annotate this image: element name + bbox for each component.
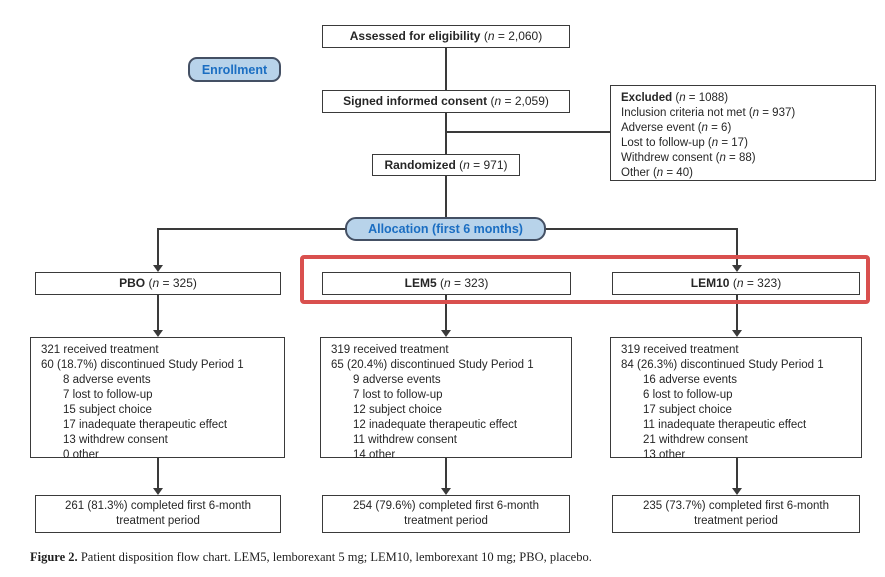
reason-line: 15 subject choice bbox=[63, 404, 152, 416]
arm-name: PBO bbox=[119, 276, 146, 290]
connector-consent-randomized bbox=[445, 113, 447, 154]
connector-allocation-left bbox=[157, 228, 345, 230]
completed-text: 261 (81.3%) completed first 6-month treatment period bbox=[64, 500, 251, 527]
arm-n: (n = 323) bbox=[732, 276, 782, 290]
randomized-box bbox=[372, 154, 520, 176]
arm-name: LEM5 bbox=[404, 276, 437, 290]
discontinued-line: 84 (26.3%) discontinued Study Period 1 bbox=[621, 359, 824, 371]
received-line: 319 received treatment bbox=[331, 344, 449, 356]
reason-line: 9 adverse events bbox=[353, 374, 441, 386]
arm-box-pbo bbox=[35, 272, 281, 295]
down-arrow-icon bbox=[441, 488, 451, 495]
arm-n: (n = 325) bbox=[148, 276, 197, 290]
connector-pbo-detail bbox=[157, 295, 159, 330]
reason-line: 16 adverse events bbox=[643, 374, 737, 386]
eligibility-box bbox=[322, 25, 570, 48]
received-line: 321 received treatment bbox=[41, 344, 159, 356]
eligibility-n: (n = 2,060) bbox=[483, 29, 543, 43]
excluded-item: Withdrew consent (n = 88) bbox=[621, 152, 756, 164]
arm-name: LEM10 bbox=[690, 276, 730, 290]
eligibility-title: Assessed for eligibility bbox=[349, 29, 481, 43]
allocation-label: Allocation (first 6 months) bbox=[368, 222, 523, 236]
reason-line: 8 adverse events bbox=[63, 374, 151, 386]
reason-line: 21 withdrew consent bbox=[643, 434, 748, 446]
excluded-n: (n = 1088) bbox=[675, 92, 729, 104]
consent-n: (n = 2,059) bbox=[490, 94, 549, 108]
down-arrow-icon bbox=[153, 330, 163, 337]
reason-line: 12 inadequate therapeutic effect bbox=[353, 419, 518, 431]
connector-randomized-allocation bbox=[445, 176, 447, 218]
reason-line: 6 lost to follow-up bbox=[643, 389, 733, 401]
excluded-item: Lost to follow-up (n = 17) bbox=[621, 137, 748, 149]
figure-caption-text: Patient disposition flow chart. LEM5, lemborexant 5 mg; LEM10, lemborexant 10 mg; PBO, placebo. bbox=[80, 550, 592, 564]
connector-drop-pbo bbox=[157, 228, 159, 265]
figure-caption bbox=[30, 550, 592, 565]
connector-allocation-right bbox=[546, 228, 737, 230]
down-arrow-icon bbox=[732, 330, 742, 337]
reason-line: 7 lost to follow-up bbox=[63, 389, 153, 401]
detail-box-lem5 bbox=[320, 337, 572, 461]
completed-box-lem10 bbox=[612, 495, 860, 533]
enrollment-stage-badge bbox=[188, 57, 281, 82]
discontinued-line: 60 (18.7%) discontinued Study Period 1 bbox=[41, 359, 244, 371]
reason-line: 17 inadequate therapeutic effect bbox=[63, 419, 228, 431]
detail-box-lem10 bbox=[610, 337, 862, 461]
completed-text: 235 (73.7%) completed first 6-month treatment period bbox=[642, 500, 829, 527]
connector-eligibility-consent bbox=[445, 47, 447, 90]
reason-line: 11 withdrew consent bbox=[353, 434, 457, 446]
randomized-n: (n = 971) bbox=[459, 157, 508, 172]
excluded-item: Inclusion criteria not met (n = 937) bbox=[621, 107, 796, 119]
reason-line: 14 other bbox=[353, 449, 396, 461]
arm-box-lem5 bbox=[322, 272, 571, 295]
excluded-item: Adverse event (n = 6) bbox=[621, 122, 732, 134]
consent-title: Signed informed consent bbox=[343, 94, 488, 108]
down-arrow-icon bbox=[732, 488, 742, 495]
figure-caption-label: Figure 2. bbox=[30, 550, 78, 564]
discontinued-line: 65 (20.4%) discontinued Study Period 1 bbox=[331, 359, 534, 371]
excluded-box bbox=[610, 85, 876, 181]
reason-line: 12 subject choice bbox=[353, 404, 442, 416]
arm-box-lem10 bbox=[612, 272, 860, 295]
reason-line: 7 lost to follow-up bbox=[353, 389, 443, 401]
arm-n: (n = 323) bbox=[439, 276, 489, 290]
detail-box-pbo bbox=[30, 337, 285, 461]
randomized-title: Randomized bbox=[384, 157, 456, 172]
down-arrow-icon bbox=[153, 265, 163, 272]
excluded-item: Other (n = 40) bbox=[621, 167, 693, 179]
allocation-stage-badge bbox=[345, 217, 546, 241]
reason-line: 13 other bbox=[643, 449, 686, 461]
completed-box-lem5 bbox=[322, 495, 570, 533]
consent-box bbox=[322, 90, 570, 113]
completed-box-pbo bbox=[35, 495, 281, 533]
received-line: 319 received treatment bbox=[621, 344, 739, 356]
reason-line: 0 other bbox=[63, 449, 99, 461]
connector-branch-excluded bbox=[446, 131, 610, 133]
enrollment-label: Enrollment bbox=[201, 62, 268, 77]
excluded-title: Excluded bbox=[621, 92, 673, 104]
reason-line: 17 subject choice bbox=[643, 404, 732, 416]
down-arrow-icon bbox=[153, 488, 163, 495]
completed-text: 254 (79.6%) completed first 6-month treatment period bbox=[352, 500, 539, 527]
reason-line: 11 inadequate therapeutic effect bbox=[643, 419, 807, 431]
down-arrow-icon bbox=[441, 330, 451, 337]
reason-line: 13 withdrew consent bbox=[63, 434, 168, 446]
